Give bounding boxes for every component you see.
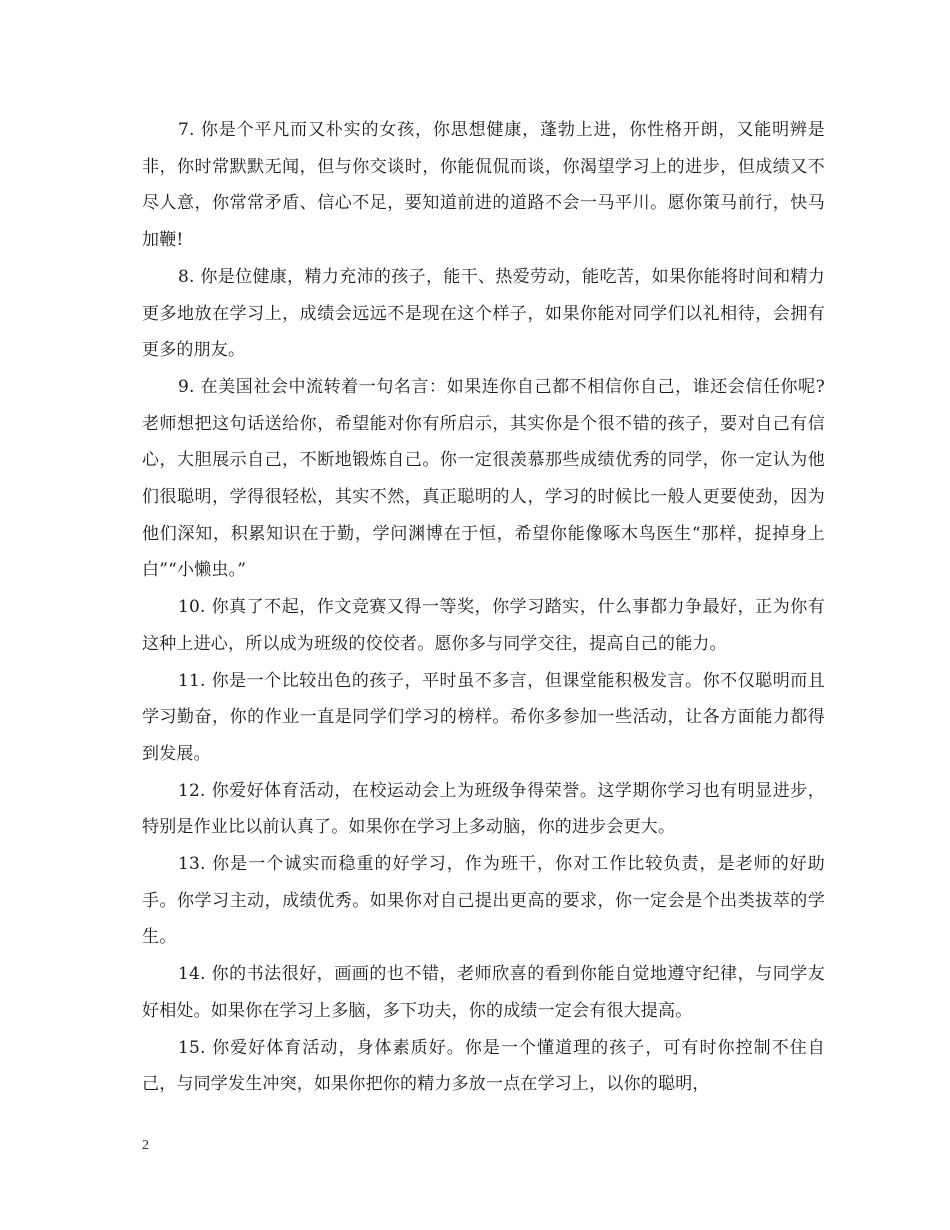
comment-paragraph-10: 10. 你真了不起，作文竞赛又得一等奖，你学习踏实，什么事都力争最好，正为你有这种上进心，所以成为班级的佼佼者。愿你多与同学交往，提高自己的能力。 xyxy=(142,597,825,654)
document-body xyxy=(142,112,825,1103)
comment-paragraph-8: 8. 你是位健康，精力充沛的孩子，能干、热爱劳动，能吃苦，如果你能将时间和精力更多地放在学习上，成绩会远远不是现在这个样子，如果你能对同学们以礼相待，会拥有更多的朋友。 xyxy=(142,266,825,361)
comment-paragraph-7: 7. 你是个平凡而又朴实的女孩，你思想健康，蓬勃上进，你性格开朗，又能明辨是非，你时常默默无闻，但与你交谈时，你能侃侃而谈，你渴望学习上的进步，但成绩又不尽人意，你常常矛盾、信心不足，要知道前进的道路不会一马平川。愿你策马前行，快马加鞭! xyxy=(142,120,825,251)
comment-paragraph-15: 15. 你爱好体育活动，身体素质好。你是一个懂道理的孩子，可有时你控制不住自己，与同学发生冲突，如果你把你的精力多放一点在学习上，以你的聪明， xyxy=(142,1037,825,1095)
comment-paragraph-12: 12. 你爱好体育活动，在校运动会上为班级争得荣誉。这学期你学习也有明显进步，特别是作业比以前认真了。如果你在学习上多动脑，你的进步会更大。 xyxy=(142,780,825,838)
page-number: 2 xyxy=(142,1138,149,1153)
comment-paragraph-11: 11. 你是一个比较出色的孩子，平时虽不多言，但课堂能积极发言。你不仅聪明而且学习勤奋，你的作业一直是同学们学习的榜样。希你多参加一些活动，让各方面能力都得到发展。 xyxy=(142,670,825,764)
comment-paragraph-13: 13. 你是一个诚实而稳重的好学习，作为班干，你对工作比较负责，是老师的好助手。你学习主动，成绩优秀。如果你对自己提出更高的要求，你一定会是个出类拔萃的学生。 xyxy=(142,854,825,948)
comment-paragraph-9: 9. 在美国社会中流转着一句名言：如果连你自己都不相信你自己，谁还会信任你呢?老师想把这句话送给你，希望能对你有所启示，其实你是个很不错的孩子，要对自己有信心，大胆展示自己，不断地锻炼自己。你一定很羡慕那些成绩优秀的同学，你一定认为他们很聪明，学得很轻松，其实不然，真正聪明的人，学习的时候比一般人更要使劲，因为他们深知，积累知识在于勤，学问渊博在于恒，希望你能像啄木鸟医生“那样，捉掉身上白”“小懒虫。” xyxy=(142,376,825,581)
comment-paragraph-14: 14. 你的书法很好，画画的也不错，老师欣喜的看到你能自觉地遵守纪律，与同学友好相处。如果你在学习上多脑，多下功夫，你的成绩一定会有很大提高。 xyxy=(142,964,825,1021)
